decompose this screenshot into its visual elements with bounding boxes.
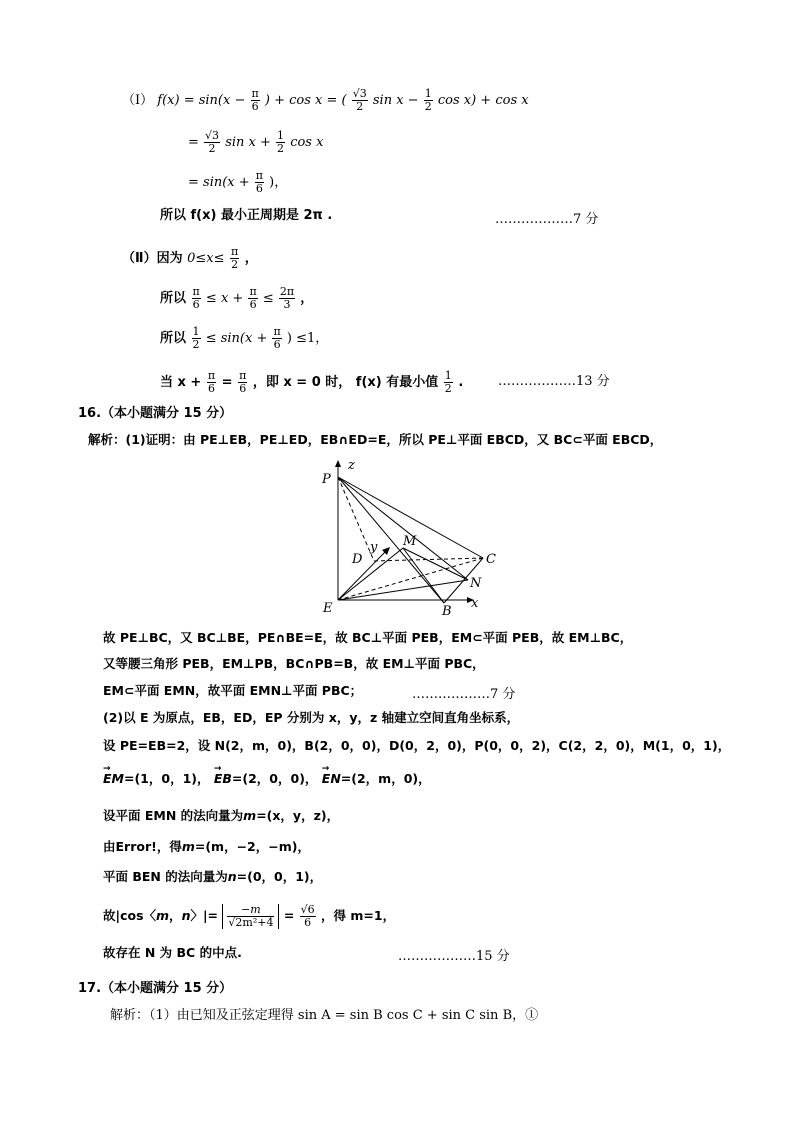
- formula-text: )，: [269, 175, 288, 190]
- formula-text: = sin(x +: [188, 175, 250, 190]
- frac-num: π: [251, 87, 259, 100]
- frac-den: 2: [192, 338, 200, 351]
- formula-text: 〉|=: [190, 908, 219, 923]
- fraction: [192, 286, 201, 311]
- formula-text: .: [458, 375, 464, 390]
- fraction: [192, 326, 201, 351]
- frac-den: 2: [208, 142, 216, 155]
- formula-text: ，: [169, 908, 182, 923]
- formula-text: sin x −: [372, 93, 419, 108]
- q17-heading: 17.（本小题满分 15 分）: [78, 981, 233, 996]
- frac-num: 2π: [279, 285, 295, 298]
- fraction: [444, 370, 453, 395]
- q16-line1: 解析：(1)证明：由 PE⊥EB，PE⊥ED，EB∩ED=E，所以 PE⊥平面 EBCD，又 BC⊂平面 EBCD，: [88, 432, 663, 447]
- part1-line3: [188, 170, 287, 195]
- label-x: x: [471, 596, 479, 611]
- formula-text: =(x，y，z)，: [256, 808, 340, 823]
- formula-text: =(2，0，0)，: [231, 771, 318, 786]
- formula-text: ，得 m=1，: [321, 908, 396, 923]
- q16-line6: 设 PE=EB=2，设 N(2，m，0)，B(2，0，0)，D(0，2，0)，P(0，0，2)，C(2，2，0)，M(1，0，1)，: [103, 738, 731, 753]
- frac-num: √3: [205, 129, 220, 142]
- formula-text: ) ≤1，: [286, 331, 329, 346]
- fraction: [352, 88, 368, 113]
- fraction: [424, 88, 433, 113]
- formula-text: 所以: [160, 331, 187, 346]
- formula-group: [191, 325, 329, 351]
- q16-line3: 又等腰三角形 PEB，EM⊥PB，BC∩PB=B，故 EM⊥平面 PBC，: [103, 656, 485, 671]
- frac-den: 2: [424, 100, 432, 113]
- frac-den: 2: [277, 142, 285, 155]
- score-15: ………………15 分: [398, 949, 510, 964]
- formula-text: 0≤x≤: [187, 251, 225, 266]
- var-n: n: [227, 869, 237, 884]
- formula-text: ≤ sin(x +: [205, 331, 268, 346]
- frac-den: 6: [192, 298, 200, 311]
- vector-EB: → EB: [214, 771, 232, 787]
- frac-num: π: [207, 369, 216, 382]
- frac-num: π: [249, 285, 257, 298]
- q16-line12: 故存在 N 为 BC 的中点.: [103, 945, 242, 960]
- formula-text: ≤ x +: [205, 291, 244, 306]
- frac-num: 1: [444, 369, 452, 382]
- fraction: [251, 88, 260, 113]
- formula-text: =: [221, 375, 233, 390]
- geometry-figure: [318, 455, 508, 620]
- frac-den: 6: [251, 100, 259, 113]
- formula-text: ≤: [262, 291, 274, 306]
- var-n: n: [181, 908, 191, 923]
- fraction: [230, 246, 239, 271]
- fraction: [227, 904, 274, 929]
- frac-num: 1: [277, 129, 285, 142]
- formula-text: =(1，0，1)，: [123, 771, 210, 786]
- fraction: [238, 370, 247, 395]
- q16-line7: [103, 771, 431, 787]
- frac-num: π: [255, 169, 264, 182]
- frac-den: 3: [283, 298, 291, 311]
- frac-num: √3: [352, 87, 367, 100]
- var-m: m: [181, 839, 195, 854]
- q16-line8: [103, 808, 339, 824]
- formula-group: [191, 285, 301, 311]
- formula-text: f(x) = sin(x −: [157, 93, 246, 108]
- frac-num: π: [273, 325, 281, 338]
- frac-den: 6: [239, 382, 247, 395]
- score-7b: ………………7 分: [412, 687, 516, 702]
- formula-text: =(0，0，1)，: [236, 869, 323, 884]
- var-m: m: [243, 808, 257, 823]
- q16-line11: [103, 904, 395, 929]
- label-y: y: [370, 540, 378, 555]
- edge-EN: [338, 580, 468, 600]
- frac-num: 1: [192, 325, 200, 338]
- fraction: [248, 286, 257, 311]
- part1-line1: [122, 88, 529, 113]
- frac-num: 1: [424, 87, 432, 100]
- frac-den: 2: [444, 382, 452, 395]
- frac-num: π: [239, 369, 247, 382]
- part1-line2: [188, 130, 323, 155]
- label-P: P: [322, 472, 331, 487]
- edge-EM: [338, 548, 403, 600]
- z-arrow: [335, 460, 341, 467]
- frac-den: 2: [231, 258, 239, 271]
- formula-text: 平面 BEN 的法向量为: [103, 869, 228, 884]
- part1-label: （Ⅰ）: [122, 93, 154, 108]
- formula-text: 由Error!，得: [103, 839, 182, 854]
- q16-line5: (2)以 E 为原点，EB，ED，EP 分别为 x，y，z 轴建立空间直角坐标系，: [103, 710, 520, 725]
- q16-line4: EM⊂平面 EMN，故平面 EMN⊥平面 PBC；: [103, 683, 363, 698]
- label-N: N: [470, 576, 482, 591]
- formula-text: =(m，−2，−m)，: [194, 839, 310, 854]
- label-z: z: [348, 458, 355, 473]
- q16-heading: 16.（本小题满分 15 分）: [78, 406, 233, 421]
- formula-text: ，: [244, 251, 258, 266]
- formula-text: cos x: [290, 135, 324, 150]
- frac-num: π: [192, 285, 200, 298]
- label-B: B: [442, 604, 452, 619]
- formula-text: ，: [300, 291, 314, 306]
- part2-line3: [160, 326, 328, 351]
- frac-den: 6: [249, 298, 257, 311]
- label-D: D: [352, 552, 363, 567]
- part1-line4: 所以 f(x) 最小正周期是 2π .: [160, 208, 333, 223]
- formula-text: 当 x +: [160, 375, 202, 390]
- edge-MN: [403, 548, 468, 580]
- frac-den: √2m²+4: [228, 916, 274, 929]
- formula-text: 故|cos〈: [103, 908, 157, 923]
- fraction: [272, 326, 281, 351]
- formula-text: ) + cos x = (: [264, 93, 347, 108]
- q16-line2: 故 PE⊥BC，又 BC⊥BE，PE∩BE=E，故 BC⊥平面 PEB，EM⊂平面 PEB，故 EM⊥BC，: [103, 630, 633, 645]
- frac-num: −m: [227, 904, 274, 917]
- frac-den: 6: [304, 916, 312, 929]
- label-C: C: [486, 552, 496, 567]
- part2-line1: [122, 246, 258, 271]
- abs-value: [222, 904, 279, 929]
- formula-text: cos x) + cos x: [437, 93, 529, 108]
- vector-EM: → EM: [103, 771, 124, 787]
- frac-num: √6: [300, 903, 315, 916]
- part2-line2: [160, 286, 313, 311]
- label-E: E: [323, 601, 333, 616]
- part2-line4: [160, 370, 463, 395]
- formula-text: sin x +: [225, 135, 271, 150]
- label-M: M: [403, 534, 417, 549]
- fraction: [207, 370, 216, 395]
- var-m: m: [156, 908, 170, 923]
- formula-text: 所以: [160, 291, 187, 306]
- frac-num: π: [231, 245, 239, 258]
- formula-text: =: [283, 908, 295, 923]
- formula-text: =: [188, 135, 199, 150]
- edge-PD: [338, 477, 374, 561]
- frac-den: 6: [207, 382, 215, 395]
- frac-den: 6: [273, 338, 281, 351]
- fraction: [276, 130, 285, 155]
- part2-label: （Ⅱ）因为: [122, 251, 183, 266]
- q16-line9: [103, 839, 310, 855]
- fraction: [255, 170, 264, 195]
- formula-text: ，即 x = 0 时， f(x) 有最小值: [252, 375, 439, 390]
- q16-line10: [103, 869, 322, 885]
- frac-den: 2: [356, 100, 364, 113]
- fraction: [204, 130, 220, 155]
- q17-line1: 解析：（1）由已知及正弦定理得 sin A = sin B cos C + sin C sin B，①: [110, 1008, 539, 1023]
- vector-EN: → EN: [322, 771, 341, 787]
- score-13: ………………13 分: [498, 374, 610, 389]
- fraction: [279, 286, 295, 311]
- fraction: [300, 904, 316, 929]
- formula-text: 设平面 EMN 的法向量为: [103, 808, 244, 823]
- score-7: ………………7 分: [495, 212, 599, 227]
- formula-text: =(2，m，0)，: [340, 771, 431, 786]
- frac-den: 6: [255, 182, 263, 195]
